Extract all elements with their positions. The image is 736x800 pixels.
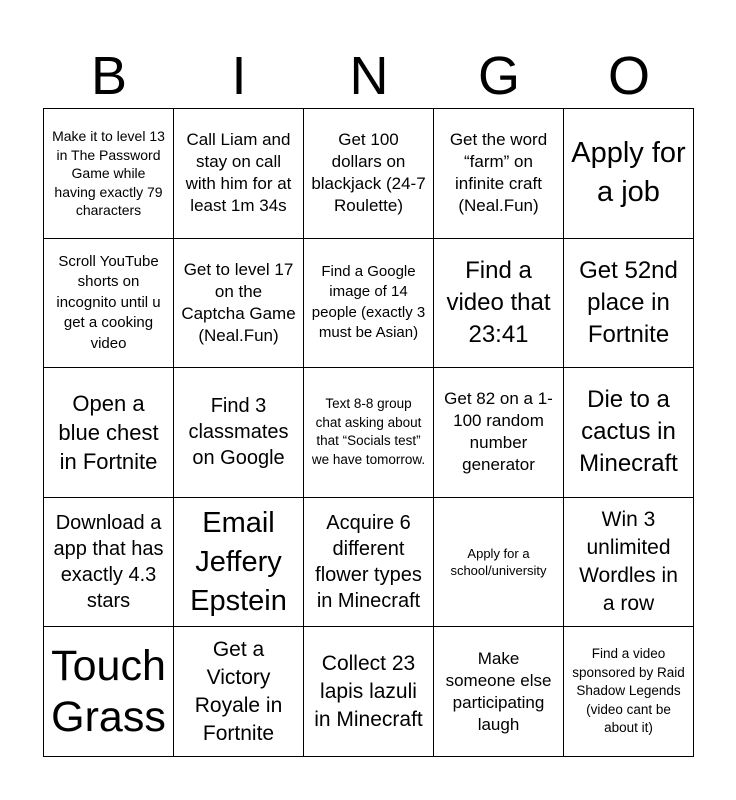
cell-text: Get 100 dollars on blackjack (24-7 Roulette): [311, 130, 426, 216]
bingo-cell[interactable]: [564, 368, 694, 498]
cell-text: Apply for a school/university: [450, 546, 547, 579]
cell-text: Collect 23 lapis lazuli in Minecraft: [314, 651, 423, 731]
cell-text: Acquire 6 different flower types in Minecraft: [315, 512, 422, 613]
bingo-cell[interactable]: [174, 368, 304, 498]
header-letter-b: B: [90, 46, 128, 106]
bingo-cell[interactable]: [434, 239, 564, 369]
bingo-cell[interactable]: [44, 109, 174, 239]
bingo-cell[interactable]: [564, 627, 694, 757]
cell-text: Make someone else participating laugh: [445, 648, 552, 734]
bingo-cell[interactable]: [564, 239, 694, 369]
cell-text: Get 82 on a 1-100 random number generator: [444, 389, 553, 475]
bingo-cell[interactable]: [44, 368, 174, 498]
cell-text: Get 52nd place in Fortnite: [579, 256, 678, 348]
cell-text: Find a Google image of 14 people (exactly 3 must be Asian): [311, 262, 426, 342]
bingo-cell[interactable]: [304, 627, 434, 757]
bingo-cell[interactable]: [434, 368, 564, 498]
cell-text: Scroll YouTube shorts on incognito until u get a cooking video: [56, 252, 161, 352]
cell-text: Email Jeffery Epstein: [190, 506, 287, 617]
cell-text: Open a blue chest in Fortnite: [58, 390, 159, 474]
cell-text: Win 3 unlimited Wordles in a row: [579, 508, 678, 616]
cell-text: Die to a cactus in Minecraft: [579, 386, 678, 478]
header-letter-o: O: [607, 46, 650, 106]
bingo-grid: [43, 108, 694, 757]
cell-text: Download a app that has exactly 4.3 stars: [53, 512, 164, 613]
cell-text: Find 3 classmates on Google: [188, 395, 289, 470]
bingo-cell[interactable]: [564, 498, 694, 628]
cell-text: Find a video that 23:41: [446, 256, 551, 348]
header-letter-i: I: [231, 46, 247, 106]
cell-text: Find a video sponsored by Raid Shadow Legends (video cant be about it): [572, 646, 685, 736]
cell-text: Get a Victory Royale in Fortnite: [194, 637, 283, 745]
cell-text: Make it to level 13 in The Password Game while having exactly 79 characters: [52, 128, 165, 219]
bingo-cell[interactable]: [434, 498, 564, 628]
bingo-cell[interactable]: [44, 627, 174, 757]
bingo-cell[interactable]: [174, 239, 304, 369]
bingo-cell[interactable]: [434, 109, 564, 239]
bingo-header: [44, 46, 694, 106]
cell-text: Apply for a job: [571, 137, 686, 209]
bingo-cell[interactable]: [44, 239, 174, 369]
bingo-cell[interactable]: [304, 109, 434, 239]
bingo-cell[interactable]: [564, 109, 694, 239]
cell-text: Call Liam and stay on call with him for at least 1m 34s: [185, 130, 292, 216]
cell-text: Get to level 17 on the Captcha Game (Neal.Fun): [181, 259, 296, 345]
header-letter-g: G: [477, 46, 520, 106]
bingo-cell[interactable]: [44, 498, 174, 628]
bingo-cell[interactable]: [304, 498, 434, 628]
header-letter-n: N: [349, 46, 389, 106]
bingo-cell[interactable]: [434, 627, 564, 757]
bingo-cell[interactable]: [174, 498, 304, 628]
bingo-cell[interactable]: [304, 239, 434, 369]
bingo-cell[interactable]: [304, 368, 434, 498]
cell-text: Touch Grass: [51, 641, 166, 741]
bingo-cell[interactable]: [174, 627, 304, 757]
cell-text: Get the word “farm” on infinite craft (Neal.Fun): [449, 130, 548, 216]
bingo-cell[interactable]: [174, 109, 304, 239]
cell-text: Text 8-8 group chat asking about that “Socials test” we have tomorrow.: [311, 396, 426, 467]
